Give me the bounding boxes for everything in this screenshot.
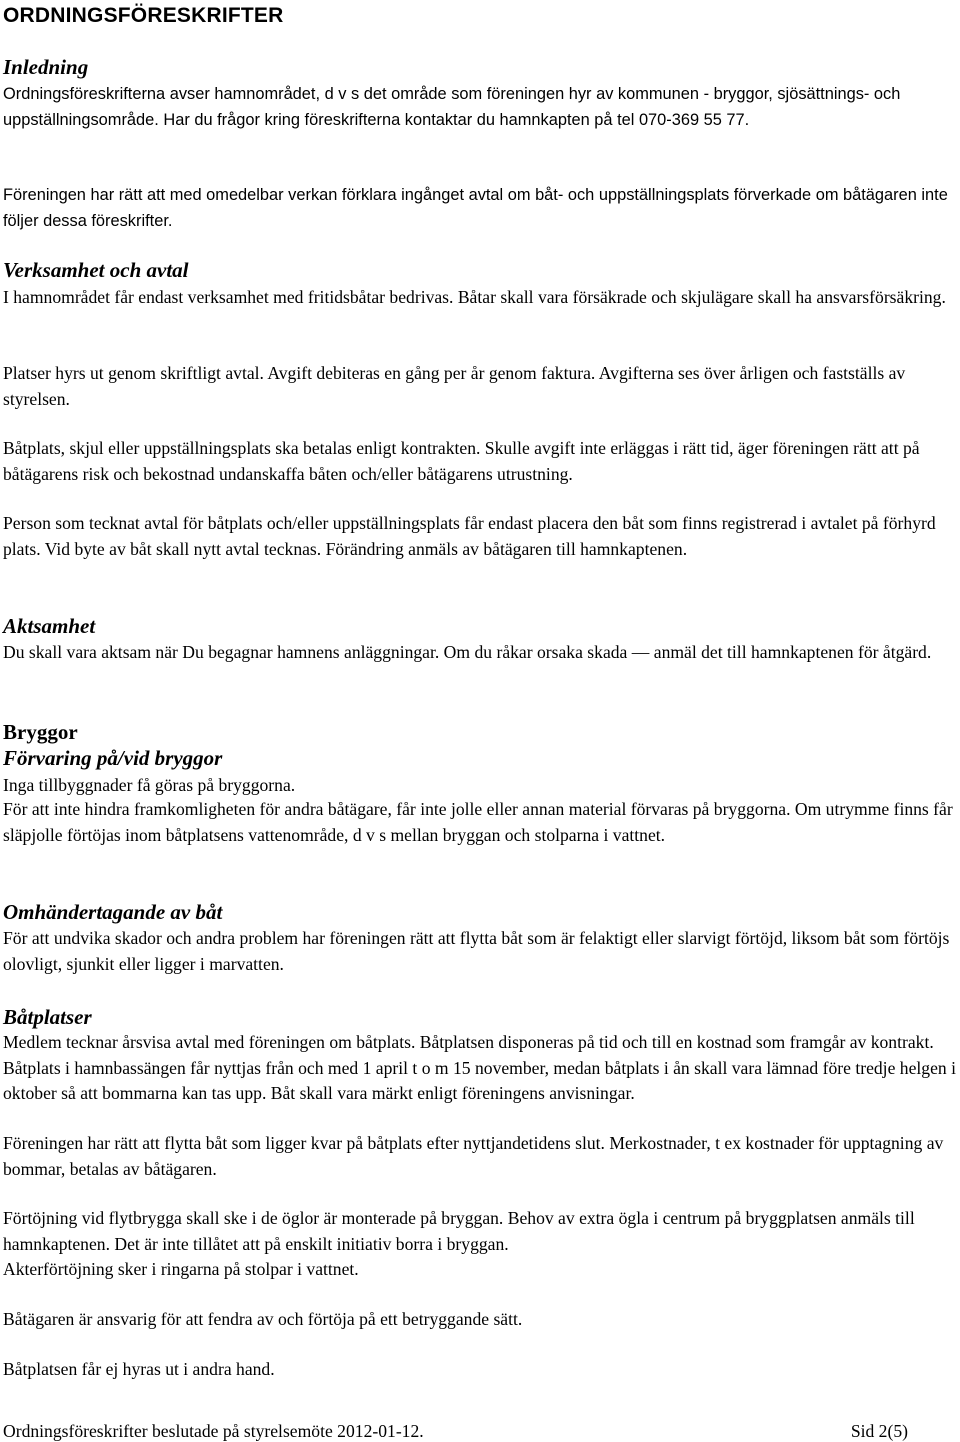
paragraph-verksamhet-4: Person som tecknat avtal för båtplats och/eller uppställningsplats får endast placera den båt som finns registrerad i avtalet på förhyrd plats. Vid byte av båt skall nytt avtal tecknas. Förändring anmäls av båtägaren till hamnkaptenen. [3,513,936,559]
subheading-forvaring: Förvaring på/vid bryggor [3,746,223,770]
paragraph-batplatser-4: Akterförtöjning sker i ringarna på stolpar i vattnet. [3,1259,359,1279]
paragraph-batplatser-3: Förtöjning vid flytbrygga skall ske i de öglor är monterade på bryggan. Behov av extra ögla i centrum på bryggplatsen anmäls till hamnkaptenen. Det är inte tillåtet att på enskilt initiativ borra i bryggan. [3,1208,915,1254]
paragraph-batplatser-6: Båtplatsen får ej hyras ut i andra hand. [3,1359,275,1379]
paragraph-aktsamhet-1: Du skall vara aktsam när Du begagnar hamnens anläggningar. Om du råkar orsaka skada — anmäl det till hamnkaptenen för åtgärd. [3,642,932,662]
heading-aktsamhet: Aktsamhet [3,614,96,638]
paragraph-bryggor-2: För att inte hindra framkomligheten för andra båtägare, får inte jolle eller annan material förvaras på bryggorna. Om utrymme finns får släpjolle förtöjas inom båtplatsens vattenområde, d v s mellan bryggan och stolparna i vattnet. [3,799,953,845]
footer-page-number: Sid 2(5) [850,1421,908,1441]
paragraph-batplatser-1: Medlem tecknar årsvisa avtal med föreningen om båtplats. Båtplatsen disponeras på tid och till en kostnad som framgår av kontrakt. Båtplats i hamnbassängen får nyttjas från och med 1 april t o m 15 november, medan båtplats i ån skall vara lämnad före tredje helgen i oktober så att bommarna kan tas upp. Båt skall vara märkt enligt föreningens anvisningar. [3,1032,956,1103]
heading-verksamhet: Verksamhet och avtal [3,258,189,282]
paragraph-bryggor-1: Inga tillbyggnader få göras på bryggorna. [3,775,296,795]
paragraph-batplatser-2: Föreningen har rätt att flytta båt som ligger kvar på båtplats efter nyttjandetidens slut. Merkostnader, t ex kostnader för upptagning av bommar, betalas av båtägaren. [3,1133,944,1179]
paragraph-omhandertagande-1: För att undvika skador och andra problem har föreningen rätt att flytta båt som är felaktigt eller slarvigt förtöjd, liksom båt som förtöjs olovligt, sjunkit eller ligger i marvatten. [3,928,950,974]
paragraph-verksamhet-2: Platser hyrs ut genom skriftligt avtal. Avgift debiteras en gång per år genom faktura. Avgifterna ses över årligen och fastställs av styrelsen. [3,363,906,409]
heading-bryggor: Bryggor [3,720,78,744]
heading-omhandertagande: Omhändertagande av båt [3,900,223,924]
paragraph-batplatser-5: Båtägaren är ansvarig för att fendra av och förtöja på ett betryggande sätt. [3,1309,523,1329]
heading-inledning: Inledning [3,55,89,79]
document-title: ORDNINGSFÖRESKRIFTER [3,4,284,27]
paragraph-verksamhet-3: Båtplats, skjul eller uppställningsplats ska betalas enligt kontrakten. Skulle avgift inte erläggas i rätt tid, äger föreningen rätt att på båtägarens risk och bekostnad undanskaffa båten och/eller båtägarens utrustning. [3,438,920,484]
paragraph-verksamhet-1: I hamnområdet får endast verksamhet med fritidsbåtar bedrivas. Båtar skall vara försäkrade och skjulägare skall ha ansvarsförsäkring. [3,287,946,307]
paragraph-inledning-1: Ordningsföreskrifterna avser hamnområdet, d v s det område som föreningen hyr av kommunen - bryggor, sjösättnings- och uppställningsområde. Har du frågor kring föreskrifterna kontaktar du hamnkapten på tel 070-369 55 77. [3,85,901,129]
heading-batplatser: Båtplatser [3,1005,92,1029]
paragraph-inledning-2: Föreningen har rätt att med omedelbar verkan förklara ingånget avtal om båt- och uppställningsplats förverkade om båtägaren inte följer dessa föreskrifter. [3,186,948,230]
footer-decision-note: Ordningsföreskrifter beslutade på styrelsemöte 2012-01-12. [3,1421,424,1441]
